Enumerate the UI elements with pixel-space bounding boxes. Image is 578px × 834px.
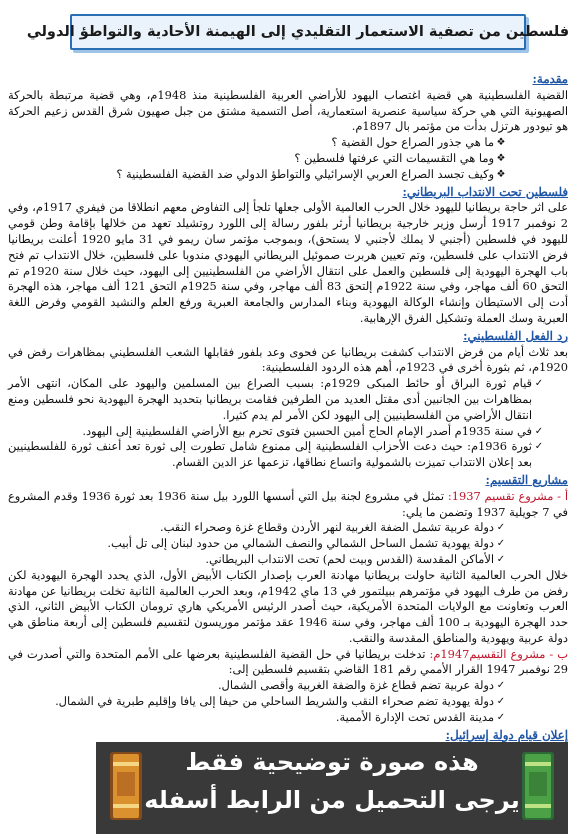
israel-declaration-heading: إعلان قيام دولة إسرائيل: bbox=[445, 727, 568, 742]
question-item: ❖ وما هي التقسيمات التي عرفتها فلسطين ؟ bbox=[8, 151, 568, 167]
page-title-box bbox=[26, 14, 570, 50]
check-bullet-icon: ✓ bbox=[534, 441, 544, 453]
document-body bbox=[8, 70, 568, 743]
partition-1937-item: ✓ دولة عربية تشمل الضفة الغربية لنهر الأردن وقطاع غزة وصحراء النقب. bbox=[8, 520, 568, 536]
page-title: فلسطين من تصفية الاستعمار التقليدي إلى الهيمنة الأحادية والتواطؤ الدولي bbox=[26, 24, 570, 40]
partition-1937-label: أ - مشروع تقسيم 1937: bbox=[447, 488, 568, 503]
check-bullet-icon: ✓ bbox=[496, 680, 506, 692]
partition-heading: مشاريع التقسيم: bbox=[485, 472, 568, 487]
download-notice-banner bbox=[96, 742, 568, 834]
partition-1947 bbox=[8, 647, 568, 679]
intro-heading: مقدمة: bbox=[532, 72, 568, 86]
reaction-heading: رد الفعل الفلسطيني: bbox=[463, 328, 568, 343]
partition-after-text: خلال الحرب العالمية الثانية حاولت بريطانيا مهادنة العرب بإصدار الكتاب الأبيض الأول، الذي يحدد الهجرة اليهودية لكن رفض من طرف اليهود في مؤتمرهم ببيلتمور في 13 ماي 1942م، وبعد الحرب العالمية الثانية تخلت بريطانيا عن مهادنة العرب وتعاونت مع الولايات المتحدة الأمريكية، حيث أصدر الرئيس الأمريكي هاري ترومان الكتاب الأبيض الثاني، الذي حدد الهجرة اليهودية بـ 100 ألف مهاجر، وفي سنة 1946 عقد مؤتمر موريسون لتقسيم فلسطين إلى أربعة مناطق هي دولة عربية ويهودية والمناطق المقدسة والنقب. bbox=[8, 567, 569, 645]
reaction-item: ✓ قيام ثورة البراق أو حائط المبكى 1929م: بسبب الصراع بين المسلمين واليهود على المكان، انتهى الأمر بمظاهرات بين الجانبين أدى مقتل العديد من الطرفين فقامت بريطانيا بتحديد الهجرة اليهودية نحو فلسطين ومنع انتقال الأراضي من الفلسطينيين إلى اليهود لكن الأمر لم يدم كثيرا. bbox=[8, 376, 568, 423]
partition-1947-item: ✓ دولة يهودية تضم صحراء النقب والشريط الساحلي من حيفا إلى يافا وإقليم طبرية في الشمال. bbox=[8, 694, 568, 710]
book-icon bbox=[516, 748, 560, 824]
partition-1937-text: تمثل في مشروع لجنة بيل التي أسسها اللورد بيل سنة 1936 بعد ثورة 1936 وقدم المشروع في 7 جويلية 1937 وتضمن ما يلي: bbox=[8, 488, 568, 519]
check-bullet-icon: ✓ bbox=[534, 425, 544, 437]
partition-1937-item: ✓ الأماكن المقدسة (القدس وبيت لحم) تحت الانتداب البريطاني. bbox=[8, 552, 568, 568]
diamond-bullet-icon: ❖ bbox=[496, 152, 506, 164]
reaction-item: ✓ ثورة 1936م: حيث دعت الأحزاب الفلسطينية إلى ممنوع شامل تطورت إلى ثورة تعد أعنف ثورة للفلسطينيين بعد إعلان الانتداب تميزت بالشمولية واتساع نطاقها، تزعمها عز الدين القسام. bbox=[8, 439, 568, 471]
mandate-heading: فلسطين تحت الانتداب البريطاني: bbox=[402, 184, 568, 199]
banner-line-1: هذه صورة توضيحية فقط bbox=[185, 748, 479, 776]
check-bullet-icon: ✓ bbox=[534, 378, 544, 390]
check-bullet-icon: ✓ bbox=[496, 711, 506, 723]
intro-text: القضية الفلسطينية هي قضية اغتصاب اليهود للأراضي العربية الفلسطينية منذ 1948م، وهي قضية مرتبطة بالحركة الصهيونية التي هي حركة سياسية عنصرية استعمارية، أصل التسمية مشتق من جبل صهيون شرق القدس زعيم الحركة هو تيودور هرتزل بدأت من مؤتمر بال 1897م. bbox=[8, 87, 569, 134]
check-bullet-icon: ✓ bbox=[496, 522, 506, 534]
question-item: ❖ ما هي جذور الصراع حول القضية ؟ bbox=[8, 135, 568, 151]
partition-1937-item: ✓ دولة يهودية تشمل الساحل الشمالي والنصف الشمالي من حدود لبنان إلى تل أبيب. bbox=[8, 536, 568, 552]
banner-line-2: يرجى التحميل من الرابط أسفله bbox=[144, 786, 520, 814]
diamond-bullet-icon: ❖ bbox=[496, 137, 506, 149]
check-bullet-icon: ✓ bbox=[496, 553, 506, 565]
reaction-item: ✓ في سنة 1935م أصدر الإمام الحاج أمين الحسين فتوى تحرم بيع الأراضي الفلسطينية إلى اليهود. bbox=[8, 424, 568, 440]
partition-1947-item: ✓ دولة عربية تضم قطاع غزة والضفة الغربية وأقصى الشمال. bbox=[8, 678, 568, 694]
partition-1947-item: ✓ مدينة القدس تحت الإدارة الأممية. bbox=[8, 710, 568, 726]
mandate-text: على اثر حاجة بريطانيا لليهود خلال الحرب العالمية الأولى جعلها تلجأ إلى التفاوض معهم انطلاقا من فيفري 1917م، وفي 2 نوفمبر 1917 أرسل وزير خارجية بريطانيا أرثر بلفور رسالة إلى اللورد روتشيلد تعهد من خلالها بإقامة وطن قومي لليهود في فلسطين (أجنبي لا يملك لأجنبي لا يستحق)، وبموجب مؤتمر سان ريمو في 31 مايو 1920 أعلنت بريطانيا فرض الانتداب على فلسطين، وتم تعيين هربرت صموئيل البريطاني اليهودي مندوبا على فلسطين، خلال الانتداب تم فتح باب الهجرة اليهودية إلى فلسطين والعمل على انتقال الأراضي من الفلسطينيين إلى اليهود، حيث خلال سنة 1920م تم التحق 60 ألف مهاجر، وفي سنة 1922م إلتحق 83 ألف مهاجر، وفي سنة 1925م التحق 121 ألف مهاجر، هذه الهجرة أدت إلى الاستيطان وإنشاء الوكالة اليهودية وبناء المدارس والجامعة العبرية ورفع العلم والنشيد القومي وفرض اللغة العبرية وسك العملة وتشكيل الفرق الإرهابية. bbox=[8, 200, 569, 325]
partition-1937 bbox=[8, 489, 568, 521]
reaction-text: بعد ثلاث أيام من فرض الانتداب كشفت بريطانيا عن فحوى وعد بلفور فقابلها الشعب الفلسطيني بمظاهرات رفض في 1920م، ثم بثورة أخرى في 1923م، أهم هذه الردود الفلسطينية: bbox=[8, 344, 568, 375]
partition-1947-text: تدخلت بريطانيا في حل القضية الفلسطينية بعرضها على الأمم المتحدة والتي أصدرت في 29 نوفمبر 1947 القرار الأممي رقم 181 القاضي بتقسيم فلسطين إلى: bbox=[8, 646, 568, 677]
partition-1947-label: ب - مشروع التقسيم1947م: bbox=[429, 646, 568, 661]
check-bullet-icon: ✓ bbox=[496, 538, 506, 550]
check-bullet-icon: ✓ bbox=[496, 696, 506, 708]
question-item: ❖ وكيف تجسد الصراع العربي الإسرائيلي والتواطؤ الدولي ضد القضية الفلسطينية ؟ bbox=[8, 167, 568, 183]
diamond-bullet-icon: ❖ bbox=[496, 168, 506, 180]
